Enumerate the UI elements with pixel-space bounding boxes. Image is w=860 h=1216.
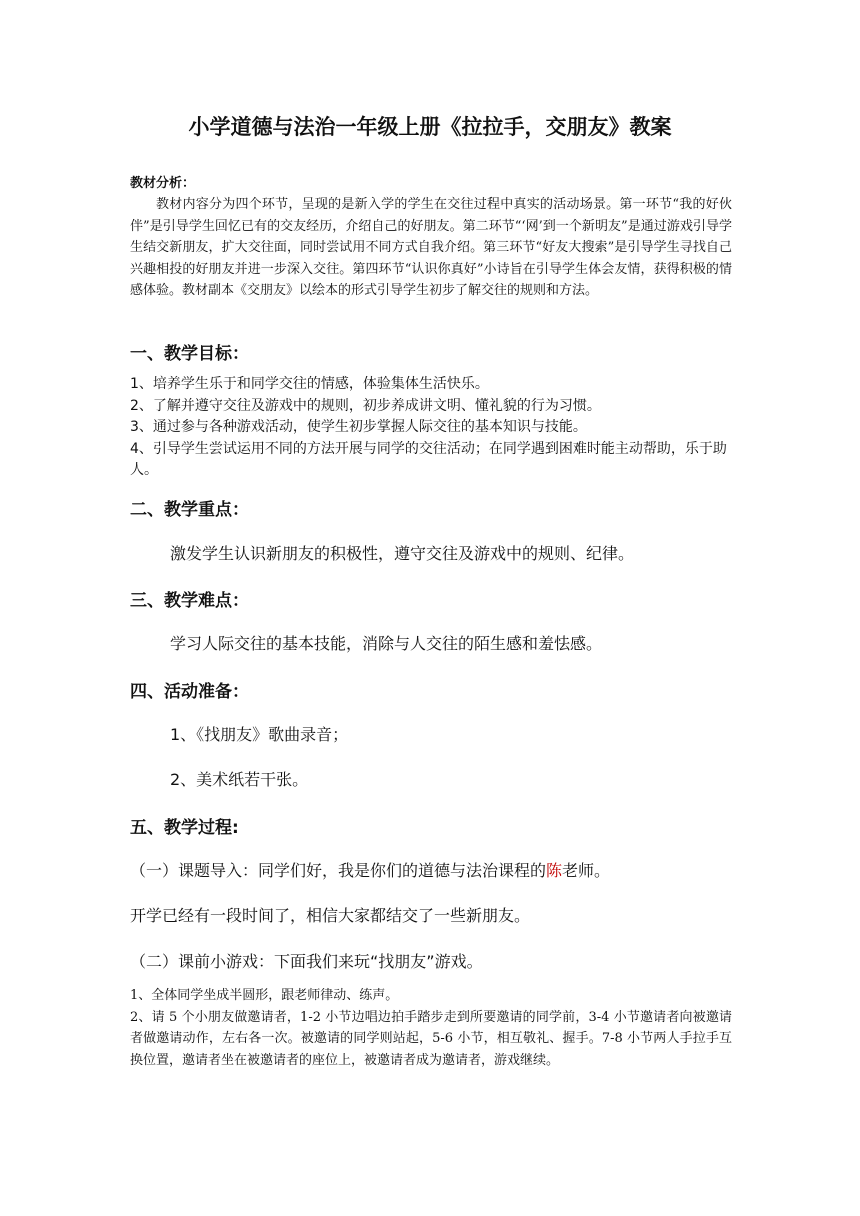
process-heading: 五、教学过程: xyxy=(130,818,239,838)
document-title: 小学道德与法治一年级上册《拉拉手，交朋友》教案 xyxy=(188,114,672,139)
preparation-item: 2、美术纸若干张。 xyxy=(170,770,309,789)
process-intro xyxy=(130,859,610,883)
analysis-label: 教材分析： xyxy=(130,176,196,191)
preparation-item: 1、《找朋友》歌曲录音； xyxy=(170,725,349,744)
key-points-text: 激发学生认识新朋友的积极性，遵守交往及游戏中的规则、纪律。 xyxy=(170,544,635,563)
intro-text-b: 老师。 xyxy=(562,861,611,880)
analysis-text: 教材内容分为四个环节，呈现的是新入学的学生在交往过程中真实的活动场景。第一环节“我的好伙伴”是引导学生回忆已有的交友经历，介绍自己的好朋友。第二环节“‘网’到一个新明友”是通过游戏引导学生结交新朋友，扩大交往面，同时尝试用不同方式自我介绍。第三环节“好友大搜索”是引导学生寻找自己兴趣相投的好朋友并进一步深入交往。第四环节“认识你真好”小诗旨在引导学生体会友情，获得积极的情感体验。教材副本《交朋友》以绘本的形式引导学生初步了解交往的规则和方法。 xyxy=(130,197,732,298)
key-points-heading: 二、教学重点： xyxy=(130,500,249,520)
objectives-list xyxy=(130,374,732,482)
preparation-heading: 四、活动准备： xyxy=(130,682,249,702)
objectives-heading: 一、教学目标： xyxy=(130,344,249,364)
game-steps xyxy=(130,985,732,1071)
game-line: （二）课前小游戏：下面我们来玩“找朋友”游戏。 xyxy=(130,952,483,971)
teacher-surname: 陈 xyxy=(546,861,563,880)
objective-item: 2、了解并遵守交往及游戏中的规则，初步养成讲文明、懂礼貌的行为习惯。 xyxy=(130,397,601,414)
process-intro-line2: 开学已经有一段时间了，相信大家都结交了一些新朋友。 xyxy=(130,906,531,925)
objective-item: 4、引导学生尝试运用不同的方法开展与同学的交往活动；在同学遇到困难时能主动帮助，乐于助人。 xyxy=(130,440,727,478)
difficulties-text: 学习人际交往的基本技能，消除与人交往的陌生感和羞怯感。 xyxy=(170,634,603,653)
game-step: 1、全体同学坐成半圆形，跟老师律动、练声。 xyxy=(130,988,399,1003)
difficulties-heading: 三、教学难点： xyxy=(130,591,249,611)
intro-text-a: （一）课题导入：同学们好，我是你们的道德与法治课程的 xyxy=(130,861,547,880)
objective-item: 3、通过参与各种游戏活动，使学生初步掌握人际交往的基本知识与技能。 xyxy=(130,419,587,435)
game-step: 2、请 5 个小朋友做邀请者，1-2 小节边唱边拍手踏步走到所要邀请的同学前，3-4 小节邀请者向被邀请者做邀请动作，左右各一次。被邀请的同学则站起，5-6 小节，相互敬礼、握手。7-8 小节两人手拉手互换位置，邀请者坐在被邀请者的座位上，被邀请者成为邀请者，游戏继续。 xyxy=(130,1009,732,1068)
objective-item: 1、培养学生乐于和同学交往的情感，体验集体生活快乐。 xyxy=(130,376,489,392)
